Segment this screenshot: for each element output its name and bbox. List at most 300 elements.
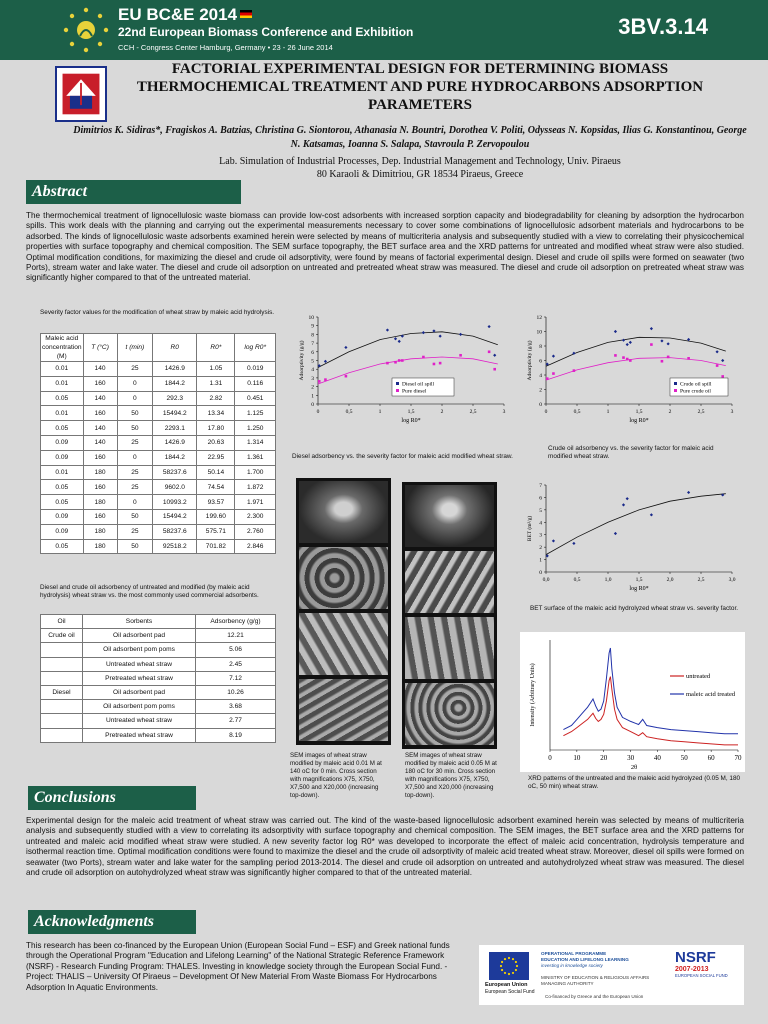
table-row [41, 391, 276, 406]
table-cell: 74.54 [197, 480, 235, 495]
table-row [41, 421, 276, 436]
legend-entry: Crude oil spill [680, 381, 712, 388]
table-cell: 160 [83, 509, 117, 524]
x-tick-label: 0,0 [542, 577, 550, 583]
x-tick-label: 20 [600, 754, 608, 762]
sem-image [405, 551, 494, 613]
data-point [573, 369, 576, 372]
table-cell: 5.06 [196, 643, 276, 657]
legend-entry: Pure crude oil [680, 388, 711, 395]
sem-image [405, 485, 494, 547]
table-cell: 160 [83, 450, 117, 465]
trend-line [546, 494, 726, 555]
table-cell: 0.09 [41, 435, 84, 450]
table-row [41, 700, 276, 714]
table-cell: 0.05 [41, 480, 84, 495]
table-cell: Untreated wheat straw [83, 714, 196, 728]
x-tick-label: 0 [316, 409, 320, 415]
data-point [386, 328, 389, 331]
y-tick-label: 4 [311, 367, 314, 374]
table-cell: 15494.2 [153, 509, 197, 524]
table-cell: 0.01 [41, 362, 84, 377]
x-tick-label: 2 [440, 409, 444, 415]
data-point [667, 356, 670, 359]
poster-title: FACTORIAL EXPERIMENTAL DESIGN FOR DETERMINING BIOMASS THERMOCHEMICAL TREATMENT AND PURE HYDROCARBONS ADSORPTION PARAMETERS [136, 61, 704, 113]
table-cell: 25 [117, 480, 153, 495]
data-point [650, 343, 653, 346]
abstract-heading: Abstract [26, 180, 241, 204]
y-tick-label: 0 [539, 402, 542, 408]
table-cell: 140 [83, 362, 117, 377]
table-cell: 1.125 [235, 406, 276, 421]
table-cell: 180 [83, 495, 117, 510]
y-tick-label: 5 [539, 507, 542, 514]
table-cell: 2.77 [196, 714, 276, 728]
table-cell: 25 [117, 524, 153, 539]
x-tick-label: 1,5 [635, 409, 643, 415]
table-row [41, 465, 276, 480]
legend-entry: Diesel oil spill [402, 381, 435, 388]
sem-image [299, 679, 388, 741]
table-cell: 0.09 [41, 450, 84, 465]
table-cell: 160 [83, 376, 117, 391]
data-point [614, 354, 617, 357]
table-cell: 1.700 [235, 465, 276, 480]
eu-star-icon [508, 973, 510, 975]
data-point [345, 375, 348, 378]
table-cell: Pretreated wheat straw [83, 728, 196, 742]
table-cell: Oil adsorbent pad [83, 629, 196, 643]
nsrf-years: 2007-2013 [675, 966, 709, 973]
table-cell: 58237.6 [153, 524, 197, 539]
affiliation [100, 155, 740, 181]
y-tick-label: 3 [311, 375, 314, 382]
data-point [721, 375, 724, 378]
table-cell: 180 [83, 465, 117, 480]
data-point [394, 361, 397, 364]
table-cell: 0 [117, 376, 153, 391]
table-cell: 1426.9 [153, 435, 197, 450]
data-point [716, 364, 719, 367]
table-cell: Diesel [41, 685, 83, 699]
eu-star-icon [515, 961, 517, 963]
conclusions-heading: Conclusions [28, 786, 196, 810]
table-cell: 1426.9 [153, 362, 197, 377]
trend-line [546, 358, 726, 381]
sem-images-right [402, 482, 497, 749]
table-cell: 22.95 [197, 450, 235, 465]
sem-left-caption: SEM images of wheat straw modified by maleic acid 0.01 M at 140 oC for 0 min. Cross section with magnifications X75, X750, X7,500 and X20,000 (increasing top-down). [290, 752, 382, 799]
table-row [41, 435, 276, 450]
trend-line [546, 337, 726, 366]
y-tick-label: 10 [308, 315, 314, 321]
table-header-cell: log R0* [235, 334, 276, 362]
table-cell: 0.05 [41, 391, 84, 406]
table-cell [41, 657, 83, 671]
table-row [41, 406, 276, 421]
conference-stars-logo-icon [62, 6, 110, 54]
affiliation-line: Lab. Simulation of Industrial Processes, Dep. Industrial Management and Technology, Univ. Piraeus [219, 156, 621, 167]
eu-star-icon [508, 957, 510, 959]
legend-swatch [396, 389, 399, 392]
table-cell: 17.80 [197, 421, 235, 436]
x-axis-label: 2θ [630, 764, 638, 771]
table-cell: 0.09 [41, 524, 84, 539]
table-cell: 1844.2 [153, 376, 197, 391]
table-cell: 160 [83, 406, 117, 421]
conference-venue: CCH - Congress Center Hamburg, Germany • 23 - 26 June 2014 [118, 43, 333, 52]
op-label: OPERATIONAL PROGRAMME [541, 951, 607, 956]
affiliation-address: 80 Karaoli & Dimitriou, GR 18534 Piraeus, Greece [316, 169, 524, 180]
nsrf-sub: EUROPEAN SOCIAL FUND [675, 973, 728, 978]
data-point [661, 360, 664, 363]
data-point [626, 343, 629, 346]
table-cell: 0.01 [41, 376, 84, 391]
data-point [629, 341, 632, 344]
eu-star-icon [512, 958, 514, 960]
table-cell: 0 [117, 391, 153, 406]
data-point [687, 357, 690, 360]
table-cell [41, 700, 83, 714]
conclusions-text: Experimental design for the maleic acid treatment of wheat straw was carried out. The kind of the waste-based lignocellulosic adsorbent examined herein was selected by means of multicriteria analysis and subsequently studied with a view to correlating its adsorptivity with surface topography and chemical composition. The SEM images, the BET surface area and the XRD patterns for untreated and maleic acid modified wheat straw were studied. A new severity factor log R0* was developed to incorporate the effect of maleic acid concentration, hydrolysis temperature and isothermal reaction time. Optimal modification conditions were found to maximize the diesel and the crude oil adsorptivity of maleic acid treated wheat straw. Moreover, diesel oil spills were formed on seawater (two Ports), stream water and lake water for the sampling period 2013-2014. The diesel and crude oil adsorption on untreated and autohydrolyzed wheat straw was measured. The diesel and crude oil adsorption on autohydrolyzed wheat straw was significantly higher compared to that of the untreated material. [26, 816, 744, 878]
table-cell: 1.971 [235, 495, 276, 510]
sem-image [405, 683, 494, 745]
x-tick-label: 3 [730, 409, 734, 415]
sem-image [299, 613, 388, 675]
table-cell: 1.361 [235, 450, 276, 465]
data-point [622, 356, 625, 359]
table-row [41, 480, 276, 495]
x-tick-label: 1,5 [635, 577, 643, 583]
data-point [488, 351, 491, 354]
table-row [41, 450, 276, 465]
data-point [394, 337, 397, 340]
data-point [687, 491, 690, 494]
table-cell: 0.451 [235, 391, 276, 406]
data-point [552, 372, 555, 375]
table-cell: 0.116 [235, 376, 276, 391]
x-tick-label: 0,5 [573, 577, 581, 583]
table-cell: 199.60 [197, 509, 235, 524]
nsrf-logo [675, 949, 739, 989]
y-tick-label: 1 [539, 557, 542, 564]
acknowledgments-heading: Acknowledgments [28, 910, 196, 934]
table-cell: 0.01 [41, 465, 84, 480]
conference-header [0, 0, 768, 60]
y-tick-label: 2 [311, 384, 314, 391]
table-cell: 50 [117, 421, 153, 436]
y-tick-label: 8 [539, 344, 542, 350]
table-cell: 0.01 [41, 406, 84, 421]
esf-label: European Social Fund [485, 989, 535, 995]
data-point [398, 359, 401, 362]
table-cell: 2.760 [235, 524, 276, 539]
x-tick-label: 40 [653, 754, 661, 762]
cofinanced-label: Co-financed by Greece and the European Union [545, 994, 644, 999]
adsorbency-table-caption: Diesel and crude oil adsorbency of untreated and modified (by maleic acid hydrolysis) wheat straw vs. the most commonly used commercial adsorbents. [40, 584, 259, 599]
trend-line [318, 332, 498, 368]
legend [670, 378, 728, 396]
table-cell: Oil adsorbent pad [83, 685, 196, 699]
data-point [650, 327, 653, 330]
y-axis-label: Intensity (Arbitrary Units) [530, 663, 536, 727]
table-cell: 3.68 [196, 700, 276, 714]
data-point [493, 354, 496, 357]
x-axis-label: log R0* [629, 586, 649, 592]
table-cell: Oil adsorbent pom poms [83, 700, 196, 714]
crude-oil-adsorbency-chart [520, 312, 745, 424]
ministry-label: MANAGING AUTHORITY [541, 981, 594, 986]
x-tick-label: 2,5 [697, 409, 705, 415]
data-point [318, 380, 321, 383]
table-cell: 701.82 [197, 539, 235, 554]
table-cell: 2.82 [197, 391, 235, 406]
table-cell: 9602.0 [153, 480, 197, 495]
table-cell: Untreated wheat straw [83, 657, 196, 671]
table-cell: 0 [117, 450, 153, 465]
legend-swatch [396, 382, 399, 385]
table-row [41, 495, 276, 510]
y-tick-label: 4 [539, 373, 542, 379]
table-cell: 1844.2 [153, 450, 197, 465]
op-label: investing in knowledge society [541, 963, 603, 968]
conference-subtitle: 22nd European Biomass Conference and Exhibition [118, 25, 414, 39]
table-header-cell: R0 [153, 334, 197, 362]
x-tick-label: 0 [544, 409, 548, 415]
table-header-cell: Maleic acid concentration (M) [42, 335, 82, 360]
diesel-adsorbency-chart [292, 312, 517, 424]
table-cell: 50 [117, 509, 153, 524]
abstract-text: The thermochemical treatment of lignocellulosic waste biomass can provide low-cost adsorbents with increased sorption capacity and biodegradability for cleaning by adsorption the hydrocarbon spills. This work deals with the planning and carrying out the experimental measurements necessary to cover some combinations of lignocellulosic adsorbent materials and hydrocarbons to be adsorbed. The kinds of lignocellulosic waste adsorbents examined herein were selected by means of multicriteria analysis and subsequently studied with a view to correlating their physicochemical properties with surface topography and chemical composition. The SEM surface topography, the BET surface area and the XRD patterns for untreated and modified wheat straw were also studied. Optimal modification conditions, for maximizing the diesel and crude oil adsorptivity, were found by means of factorial experimental design. Diesel and crude oil spills were formed on seawater (two Ports), stream water and lake water. The diesel and crude oil adsorption on untreated and pretreated wheat straw was measured. The diesel and crude oil adsorption on pretreated wheat straw was significantly higher compared to that of the untreated material. [26, 211, 744, 283]
table-row [41, 671, 276, 685]
eu-star-icon [504, 958, 506, 960]
data-point [422, 331, 425, 334]
x-tick-label: 1 [606, 409, 610, 415]
y-tick-label: 3 [539, 532, 542, 539]
y-tick-label: 7 [539, 483, 542, 489]
table-header-row [41, 615, 276, 629]
legend-swatch [674, 382, 677, 385]
sem-image [405, 617, 494, 679]
data-point [622, 503, 625, 506]
table-row [41, 524, 276, 539]
data-point [614, 532, 617, 535]
funding-logos [479, 945, 744, 1005]
data-point [626, 497, 629, 500]
x-axis-label: log R0* [401, 418, 421, 424]
data-point [716, 350, 719, 353]
data-point [398, 340, 401, 343]
legend [392, 378, 454, 396]
data-point [614, 330, 617, 333]
y-tick-label: 10 [536, 329, 542, 336]
legend-entry: untreated [686, 673, 711, 680]
x-tick-label: 1,0 [604, 577, 612, 583]
table-cell: 0.019 [235, 362, 276, 377]
table-cell: 1.250 [235, 421, 276, 436]
eu-star-icon [504, 972, 506, 974]
table-row [41, 714, 276, 728]
y-tick-label: 6 [539, 358, 542, 365]
data-point [552, 539, 555, 542]
y-tick-label: 12 [536, 315, 542, 321]
table-cell: 58237.6 [153, 465, 197, 480]
table-cell: Oil adsorbent pom poms [83, 643, 196, 657]
table-cell: 140 [83, 435, 117, 450]
crude-chart-caption: Crude oil adsorbency vs. the severity factor for maleic acid modified wheat straw. [548, 445, 714, 460]
table-cell: 160 [83, 480, 117, 495]
sem-right-caption: SEM images of wheat straw modified by maleic acid 0.05 M at 180 oC for 30 min. Cross section with magnifications X75, X750, X7,500 and X20,000 (increasing top-down). [405, 752, 497, 799]
xrd-pattern-chart [520, 632, 745, 772]
table-cell: 50 [117, 539, 153, 554]
acknowledgments-text: This research has been co-financed by the European Union (European Social Fund – ESF) and Greek national funds through the Operational Program "Education and Lifelong Learning" of the National Strategic Reference Framework (NSRF) - Research Funding Program: THALES. Investing in knowledge society through the European Social Fund. - Project: THALIS – University Of Piraeus – Development Of New Material From Waste Biomass For Hydrocarbons Adsorption In Aquatic Environments. [26, 941, 450, 992]
y-axis-label: Adsorptivity (g/g) [527, 340, 533, 381]
table-cell: Crude oil [41, 629, 83, 643]
xrd-chart-caption: XRD patterns of the untreated and the maleic acid hydrolyzed (0.05 M, 180 oC, 50 min) wheat straw. [528, 775, 741, 790]
table-cell: 1.872 [235, 480, 276, 495]
table-cell: 292.3 [153, 391, 197, 406]
legend-entry: Pure diesel [402, 388, 427, 395]
table-cell: 2.300 [235, 509, 276, 524]
table-row [41, 657, 276, 671]
x-tick-label: 10 [573, 754, 581, 762]
table-header-cell: R0* [197, 334, 235, 362]
table-cell: 0 [117, 495, 153, 510]
y-tick-label: 1 [311, 393, 314, 400]
eu-star-icon [501, 969, 503, 971]
data-point [386, 362, 389, 365]
table-cell: 25 [117, 362, 153, 377]
table-cell: 10993.2 [153, 495, 197, 510]
data-point [667, 342, 670, 345]
data-point [433, 363, 436, 366]
table-row [41, 362, 276, 377]
table-cell: 50.14 [197, 465, 235, 480]
table-row [41, 685, 276, 699]
data-point [650, 513, 653, 516]
nsrf-label: NSRF [675, 949, 716, 966]
x-tick-label: 70 [734, 754, 742, 762]
table-cell [41, 728, 83, 742]
table-cell: 1.31 [197, 376, 235, 391]
data-point [626, 358, 629, 361]
x-tick-label: 2,5 [469, 409, 477, 415]
bet-surface-chart [520, 480, 745, 600]
table-cell: 0.05 [41, 421, 84, 436]
table-cell: 0.09 [41, 509, 84, 524]
table-cell: 2.846 [235, 539, 276, 554]
data-point [422, 356, 425, 359]
y-tick-label: 0 [311, 402, 314, 408]
table-header-cell: Adsorbency (g/g) [196, 615, 276, 629]
table-row [41, 509, 276, 524]
x-tick-label: 2 [668, 409, 672, 415]
y-tick-label: 0 [539, 570, 542, 576]
eu-star-icon [512, 972, 514, 974]
data-point [572, 542, 575, 545]
table-cell: 10.26 [196, 685, 276, 699]
x-tick-label: 0,5 [345, 409, 353, 415]
severity-table-caption: Severity factor values for the modification of wheat straw by maleic acid hydrolysis. [40, 309, 275, 316]
data-point [552, 355, 555, 358]
data-point [459, 333, 462, 336]
y-axis-label: Adsorptivity (g/g) [299, 340, 305, 381]
table-cell: 1.314 [235, 435, 276, 450]
x-tick-label: 1,5 [407, 409, 415, 415]
table-cell [41, 643, 83, 657]
eu-star-icon [500, 965, 502, 967]
y-tick-label: 6 [539, 495, 542, 502]
x-tick-label: 60 [707, 754, 715, 762]
ministry-label: MINISTRY OF EDUCATION & RELIGIOUS AFFAIRS [541, 975, 650, 980]
x-tick-label: 0 [548, 754, 552, 762]
table-cell: 0.05 [41, 539, 84, 554]
x-axis-label: log R0* [629, 418, 649, 424]
data-point [721, 359, 724, 362]
data-point [629, 359, 632, 362]
table-cell: 25 [117, 465, 153, 480]
table-cell: 8.19 [196, 728, 276, 742]
y-tick-label: 9 [311, 323, 314, 330]
y-tick-label: 2 [539, 387, 542, 394]
table-cell: 25 [117, 435, 153, 450]
table-cell: 0.05 [41, 495, 84, 510]
diesel-chart-caption: Diesel adsorbency vs. the severity factor for maleic acid modified wheat straw. [292, 453, 513, 460]
data-point [344, 346, 347, 349]
data-point [439, 335, 442, 338]
y-tick-label: 4 [539, 520, 542, 527]
table-header-row [41, 334, 276, 362]
table-row [41, 629, 276, 643]
operational-programme-logo [541, 951, 669, 987]
table-cell: 15494.2 [153, 406, 197, 421]
table-cell: 13.34 [197, 406, 235, 421]
legend-swatch [674, 389, 677, 392]
table-cell [41, 714, 83, 728]
data-point [324, 360, 327, 363]
table-cell: 2293.1 [153, 421, 197, 436]
y-tick-label: 8 [311, 332, 314, 339]
eu-label: European Union [485, 982, 528, 988]
severity-table [40, 333, 276, 554]
sem-images-left [296, 478, 391, 745]
x-tick-label: 50 [680, 754, 688, 762]
y-tick-label: 5 [311, 358, 314, 365]
table-header-cell: T (°C) [83, 334, 117, 362]
german-flag-icon [240, 10, 252, 18]
eu-flag-icon [489, 952, 529, 980]
legend-entry: maleic acid treated [686, 691, 736, 698]
table-cell: 7.12 [196, 671, 276, 685]
x-tick-label: 2,0 [666, 577, 674, 583]
eu-star-icon [515, 969, 517, 971]
poster-code: 3BV.3.14 [618, 14, 708, 39]
table-cell: 1.05 [197, 362, 235, 377]
table-row [41, 376, 276, 391]
table-cell: 180 [83, 524, 117, 539]
table-cell: 93.57 [197, 495, 235, 510]
adsorbency-table [40, 614, 276, 743]
x-tick-label: 0,5 [573, 409, 581, 415]
y-tick-label: 2 [539, 545, 542, 552]
table-cell: 12.21 [196, 629, 276, 643]
table-row [41, 539, 276, 554]
conference-name: EU BC&E 2014 [118, 5, 252, 25]
table-cell: 50 [117, 406, 153, 421]
x-tick-label: 1 [378, 409, 382, 415]
data-point [401, 359, 404, 362]
bet-chart-caption: BET surface of the maleic acid hydrolyzed wheat straw vs. severity factor. [530, 605, 739, 612]
